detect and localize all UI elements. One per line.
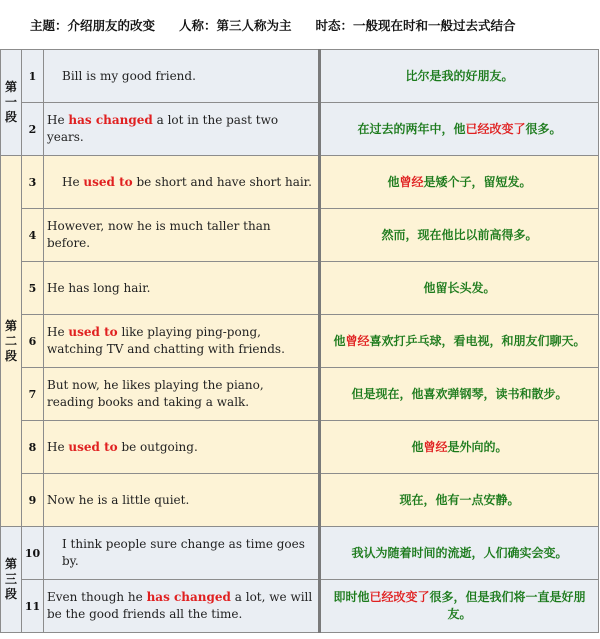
topic-label: 主题：介绍朋友的改变: [30, 17, 156, 33]
english-sentence: I think people sure change as time goes by.: [44, 527, 320, 580]
section-label-1: 第 一 段: [1, 50, 22, 156]
row-number: 8: [22, 421, 44, 474]
row-number: 11: [22, 580, 44, 633]
table-row: [1, 262, 599, 315]
english-sentence: He used to be short and have short hair.: [44, 156, 320, 209]
chinese-translation: 他曾经是矮个子，留短发。: [320, 156, 599, 209]
english-sentence: Now he is a little quiet.: [44, 474, 320, 527]
english-sentence: He used to be outgoing.: [44, 421, 320, 474]
row-number: 5: [22, 262, 44, 315]
chinese-translation: 但是现在，他喜欢弹钢琴，读书和散步。: [320, 368, 599, 421]
row-number: 2: [22, 103, 44, 156]
chinese-translation: 即时他已经改变了很多，但是我们将一直是好朋友。: [320, 580, 599, 633]
page-header: [0, 0, 600, 49]
row-number: 7: [22, 368, 44, 421]
row-number: 4: [22, 209, 44, 262]
chinese-translation: 我认为随着时间的流逝，人们确实会变。: [320, 527, 599, 580]
chinese-translation: 在过去的两年中，他已经改变了很多。: [320, 103, 599, 156]
chinese-translation: 他曾经喜欢打乒乓球，看电视，和朋友们聊天。: [320, 315, 599, 368]
section-label-3: 第 三 段: [1, 527, 22, 633]
row-number: 6: [22, 315, 44, 368]
row-number: 10: [22, 527, 44, 580]
table-row: [1, 315, 599, 368]
chinese-translation: 比尔是我的好朋友。: [320, 50, 599, 103]
english-sentence: He used to like playing ping-pong, watching TV and chatting with friends.: [44, 315, 320, 368]
row-number: 1: [22, 50, 44, 103]
sentence-table: [0, 49, 599, 633]
english-sentence: Even though he has changed a lot, we will be the good friends all the time.: [44, 580, 320, 633]
english-sentence: He has changed a lot in the past two years.: [44, 103, 320, 156]
english-sentence: But now, he likes playing the piano, reading books and taking a walk.: [44, 368, 320, 421]
tense-label: 时态：一般现在时和一般过去式结合: [315, 17, 516, 33]
english-sentence: He has long hair.: [44, 262, 320, 315]
english-sentence: However, now he is much taller than before.: [44, 209, 320, 262]
person-label: 人称：第三人称为主: [179, 17, 292, 33]
row-number: 9: [22, 474, 44, 527]
english-sentence: Bill is my good friend.: [44, 50, 320, 103]
table-row: [1, 580, 599, 633]
table-row: [1, 368, 599, 421]
table-row: [1, 527, 599, 580]
chinese-translation: 然而，现在他比以前高得多。: [320, 209, 599, 262]
row-number: 3: [22, 156, 44, 209]
section-label-2: 第 二 段: [1, 156, 22, 527]
table-row: [1, 421, 599, 474]
table-row: [1, 156, 599, 209]
chinese-translation: 现在，他有一点安静。: [320, 474, 599, 527]
chinese-translation: 他留长头发。: [320, 262, 599, 315]
table-row: [1, 103, 599, 156]
chinese-translation: 他曾经是外向的。: [320, 421, 599, 474]
table-row: [1, 474, 599, 527]
table-row: [1, 50, 599, 103]
table-row: [1, 209, 599, 262]
